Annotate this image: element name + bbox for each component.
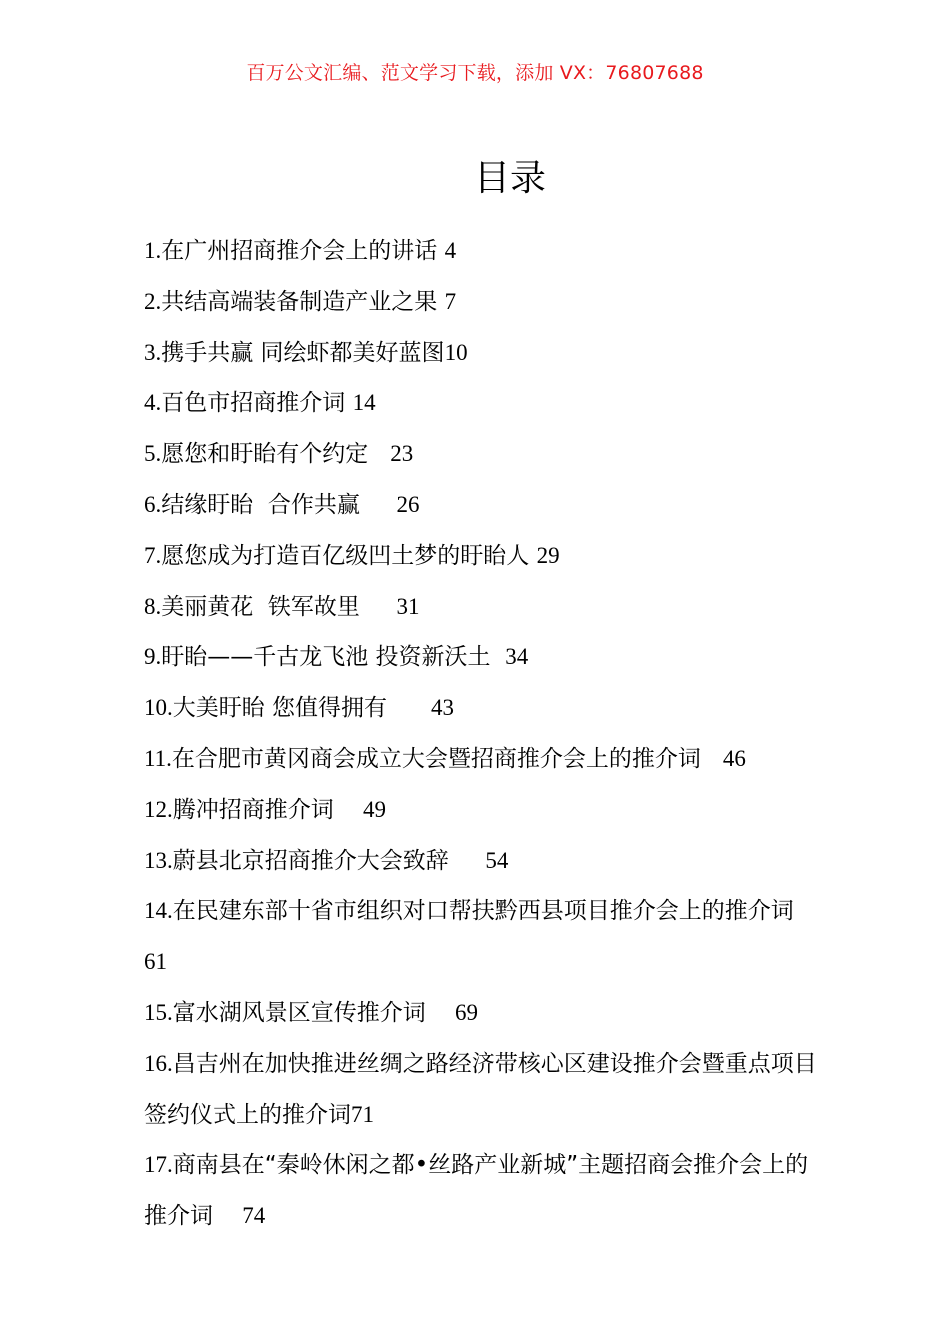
toc-entry[interactable] bbox=[144, 683, 824, 734]
toc-entry-page: 23 bbox=[390, 441, 414, 467]
toc-entry[interactable] bbox=[144, 1140, 824, 1242]
toc-entry-gap bbox=[794, 898, 823, 924]
toc-entry-number: 17. bbox=[144, 1152, 173, 1178]
toc-entry[interactable] bbox=[144, 378, 824, 429]
toc-entry-number: 1. bbox=[144, 238, 162, 263]
toc-entry[interactable] bbox=[144, 988, 824, 1039]
toc-entry-title: 在广州招商推介会上的讲话 bbox=[161, 238, 438, 264]
toc-entry-page: 74 bbox=[242, 1203, 266, 1229]
toc-entry-number: 10. bbox=[144, 695, 173, 721]
toc-entry-page: 10 bbox=[444, 339, 468, 365]
toc-entry[interactable] bbox=[144, 226, 824, 277]
toc-entry-number: 4. bbox=[144, 390, 162, 416]
toc-entry-gap bbox=[437, 238, 444, 264]
toc-entry[interactable] bbox=[144, 632, 824, 683]
toc-entry-gap bbox=[387, 695, 431, 721]
toc-entry-page: 61 bbox=[144, 949, 167, 975]
toc-entry-gap bbox=[368, 441, 390, 467]
toc-entry-gap bbox=[491, 644, 506, 670]
toc-entry-page: 46 bbox=[722, 745, 746, 771]
toc-entry[interactable] bbox=[144, 734, 824, 785]
toc-entry-title: 昌吉州在加快推进丝绸之路经济带核心区建设推介会暨重点项目签约仪式上的推介词 bbox=[144, 1050, 817, 1128]
toc-entry-number: 15. bbox=[144, 999, 173, 1025]
toc-entry-title: 盱眙——千古龙飞池 投资新沃土 bbox=[161, 644, 491, 671]
toc-entry[interactable] bbox=[144, 480, 824, 531]
toc-entry-number: 16. bbox=[144, 1050, 173, 1076]
header-note: 百万公文汇编、范文学习下载，添加 VX：76807688 bbox=[246, 62, 704, 84]
toc-entry-page: 34 bbox=[505, 644, 529, 670]
toc-entry-number: 12. bbox=[144, 796, 173, 822]
toc-entry-gap bbox=[437, 289, 444, 315]
toc-entry-number: 13. bbox=[144, 847, 173, 873]
toc-entry-number: 3. bbox=[144, 339, 162, 365]
toc-entry-page: 69 bbox=[455, 999, 478, 1025]
toc-entry-gap bbox=[701, 746, 723, 772]
toc-entry[interactable] bbox=[144, 429, 824, 480]
page-title: 目录 bbox=[473, 158, 546, 200]
toc-entry[interactable] bbox=[144, 277, 824, 328]
toc-entry-number: 2. bbox=[144, 288, 162, 314]
toc-entry-page: 71 bbox=[351, 1101, 374, 1127]
toc-entry-number: 7. bbox=[144, 542, 162, 568]
toc-entry-title: 富水湖风景区宣传推介词 bbox=[172, 999, 426, 1026]
toc-entry-title: 共结高端装备制造产业之果 bbox=[161, 288, 438, 315]
toc-entry-gap bbox=[213, 1203, 242, 1229]
toc-entry[interactable] bbox=[144, 328, 824, 379]
toc-entry-title: 腾冲招商推介词 bbox=[172, 796, 334, 823]
toc-entry-gap bbox=[334, 797, 363, 823]
toc-entry-gap bbox=[449, 848, 486, 874]
toc-entry-number: 11. bbox=[144, 745, 172, 771]
toc-entry-page: 31 bbox=[396, 593, 420, 619]
toc-entry-title: 美丽黄花 铁军故里 bbox=[161, 593, 360, 620]
toc-entry-gap bbox=[529, 543, 536, 569]
toc-entry-page: 49 bbox=[363, 796, 386, 822]
toc-entry-gap bbox=[426, 1000, 455, 1026]
toc-entry-page: 54 bbox=[485, 847, 509, 873]
toc-entry-number: 9. bbox=[144, 644, 162, 670]
toc-entry-title: 百色市招商推介词 bbox=[161, 390, 346, 417]
toc-entry-title: 结缘盱眙 合作共赢 bbox=[161, 491, 360, 518]
toc-entry-title: 愿您成为打造百亿级凹土梦的盱眙人 bbox=[161, 542, 530, 569]
toc-entry-gap bbox=[345, 390, 352, 416]
toc-entry-number: 6. bbox=[144, 491, 162, 517]
toc-entry-title: 在合肥市黄冈商会成立大会暨招商推介会上的推介词 bbox=[171, 745, 701, 772]
toc-entry-page: 29 bbox=[536, 542, 560, 568]
table-of-contents bbox=[144, 226, 824, 1242]
toc-entry[interactable] bbox=[144, 582, 824, 633]
toc-entry[interactable] bbox=[144, 531, 824, 582]
toc-entry-page: 26 bbox=[396, 491, 420, 517]
toc-entry-page: 7 bbox=[444, 288, 457, 314]
toc-entry-title: 愿您和盱眙有个约定 bbox=[161, 441, 369, 468]
toc-entry[interactable] bbox=[144, 785, 824, 836]
toc-entry[interactable] bbox=[144, 1039, 824, 1141]
toc-entry-gap bbox=[360, 492, 397, 518]
toc-entry[interactable] bbox=[144, 886, 824, 988]
toc-entry-number: 8. bbox=[144, 593, 162, 619]
toc-entry-page: 43 bbox=[430, 695, 454, 721]
toc-entry-title: 商南县在“秦岭休闲之都•丝路产业新城”主题招商会推介会上的推介词 bbox=[144, 1152, 809, 1230]
toc-entry-page: 4 bbox=[444, 238, 457, 263]
toc-entry-title: 蔚县北京招商推介大会致辞 bbox=[172, 847, 449, 874]
toc-entry[interactable] bbox=[144, 836, 824, 887]
toc-entry-number: 14. bbox=[144, 898, 173, 924]
toc-entry-title: 携手共赢 同绘虾都美好蓝图 bbox=[161, 339, 445, 366]
toc-entry-title: 在民建东部十省市组织对口帮扶黔西县项目推介会上的推介词 bbox=[172, 898, 794, 925]
toc-entry-gap bbox=[360, 594, 397, 620]
toc-entry-page: 14 bbox=[352, 390, 376, 416]
toc-entry-title: 大美盱眙 您值得拥有 bbox=[172, 695, 388, 722]
toc-entry-number: 5. bbox=[144, 441, 162, 467]
